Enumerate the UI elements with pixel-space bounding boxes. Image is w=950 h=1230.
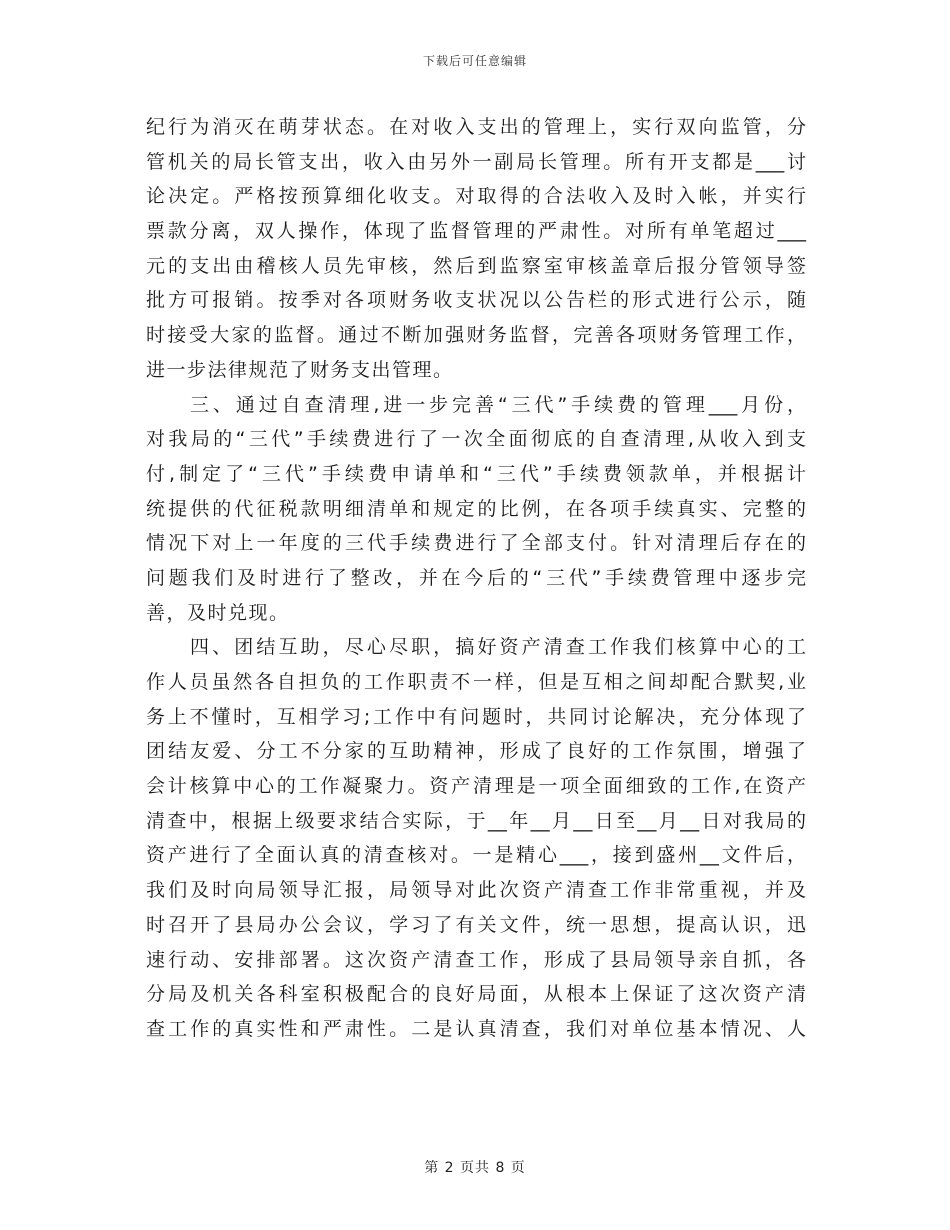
text-line: 对我局的“三代”手续费进行了一次全面彻底的自查清理,从收入到支 <box>146 428 806 451</box>
text-line: 分局及机关各科室积极配合的良好局面，从根本上保证了这次资产清 <box>146 983 806 1006</box>
document-body <box>146 110 806 1047</box>
page-number-footer: 第 2 页共 8 页 <box>424 1160 526 1176</box>
section-heading-line: 四、团结互助，尽心尽职，搞好资产清查工作我们核算中心的工 <box>190 636 806 659</box>
text-line: 我们及时向局领导汇报，局领导对此次资产清查工作非常重视，并及 <box>146 879 806 902</box>
text-line: 批方可报销。按季对各项财务收支状况以公告栏的形式进行公示，随 <box>146 289 806 312</box>
text-line: 作人员虽然各自担负的工作职责不一样，但是互相之间却配合默契,业 <box>146 671 806 693</box>
text-line: 查工作的真实性和严肃性。二是认真清查，我们对单位基本情况、人 <box>146 1017 806 1040</box>
text-line: 团结友爱、分工不分家的互助精神，形成了良好的工作氛围，增强了 <box>146 740 806 763</box>
text-line: 管机关的局长管支出，收入由另外一副局长管理。所有开支都是___讨 <box>146 150 806 173</box>
text-line: 问题我们及时进行了整改，并在今后的“三代”手续费管理中逐步完 <box>146 566 806 589</box>
text-line: 资产进行了全面认真的清查核对。一是精心___，接到盛州__文件后， <box>146 844 806 867</box>
section-heading-line: 三、通过自查清理,进一步完善“三代”手续费的管理___月份， <box>190 393 806 416</box>
text-line: 付,制定了“三代”手续费申请单和“三代”手续费领款单，并根据计 <box>146 462 806 485</box>
text-line: 统提供的代征税款明细清单和规定的比例，在各项手续真实、完整的 <box>146 497 806 520</box>
text-line: 票款分离，双人操作，体现了监督管理的严肃性。对所有单笔超过___ <box>146 220 806 243</box>
text-line: 善，及时兑现。 <box>146 601 290 624</box>
text-line: 会计核算中心的工作凝聚力。资产清理是一项全面细致的工作,在资产 <box>146 775 806 798</box>
text-line: 纪行为消灭在萌芽状态。在对收入支出的管理上，实行双向监管，分 <box>146 116 806 138</box>
text-line: 元的支出由稽核人员先审核，然后到监察室审核盖章后报分管领导签 <box>146 254 806 277</box>
text-line: 情况下对上一年度的三代手续费进行了全部支付。针对清理后存在的 <box>146 532 806 555</box>
text-line: 论决定。严格按预算细化收支。对取得的合法收入及时入帐，并实行 <box>146 185 806 208</box>
text-line: 清查中，根据上级要求结合实际，于__年__月__日至__月__日对我局的 <box>146 809 806 832</box>
text-line: 速行动、安排部署。这次资产清查工作，形成了县局领导亲自抓，各 <box>146 948 806 971</box>
page-header: 下载后可任意编辑 <box>422 54 527 68</box>
text-line: 务上不懂时，互相学习;工作中有问题时，共同讨论解决，充分体现了 <box>146 705 806 728</box>
text-line: 时召开了县局办公会议，学习了有关文件，统一思想，提高认识，迅 <box>146 913 806 936</box>
text-line: 时接受大家的监督。通过不断加强财务监督，完善各项财务管理工作， <box>146 324 806 347</box>
text-line: 进一步法律规范了财务支出管理。 <box>146 358 454 381</box>
